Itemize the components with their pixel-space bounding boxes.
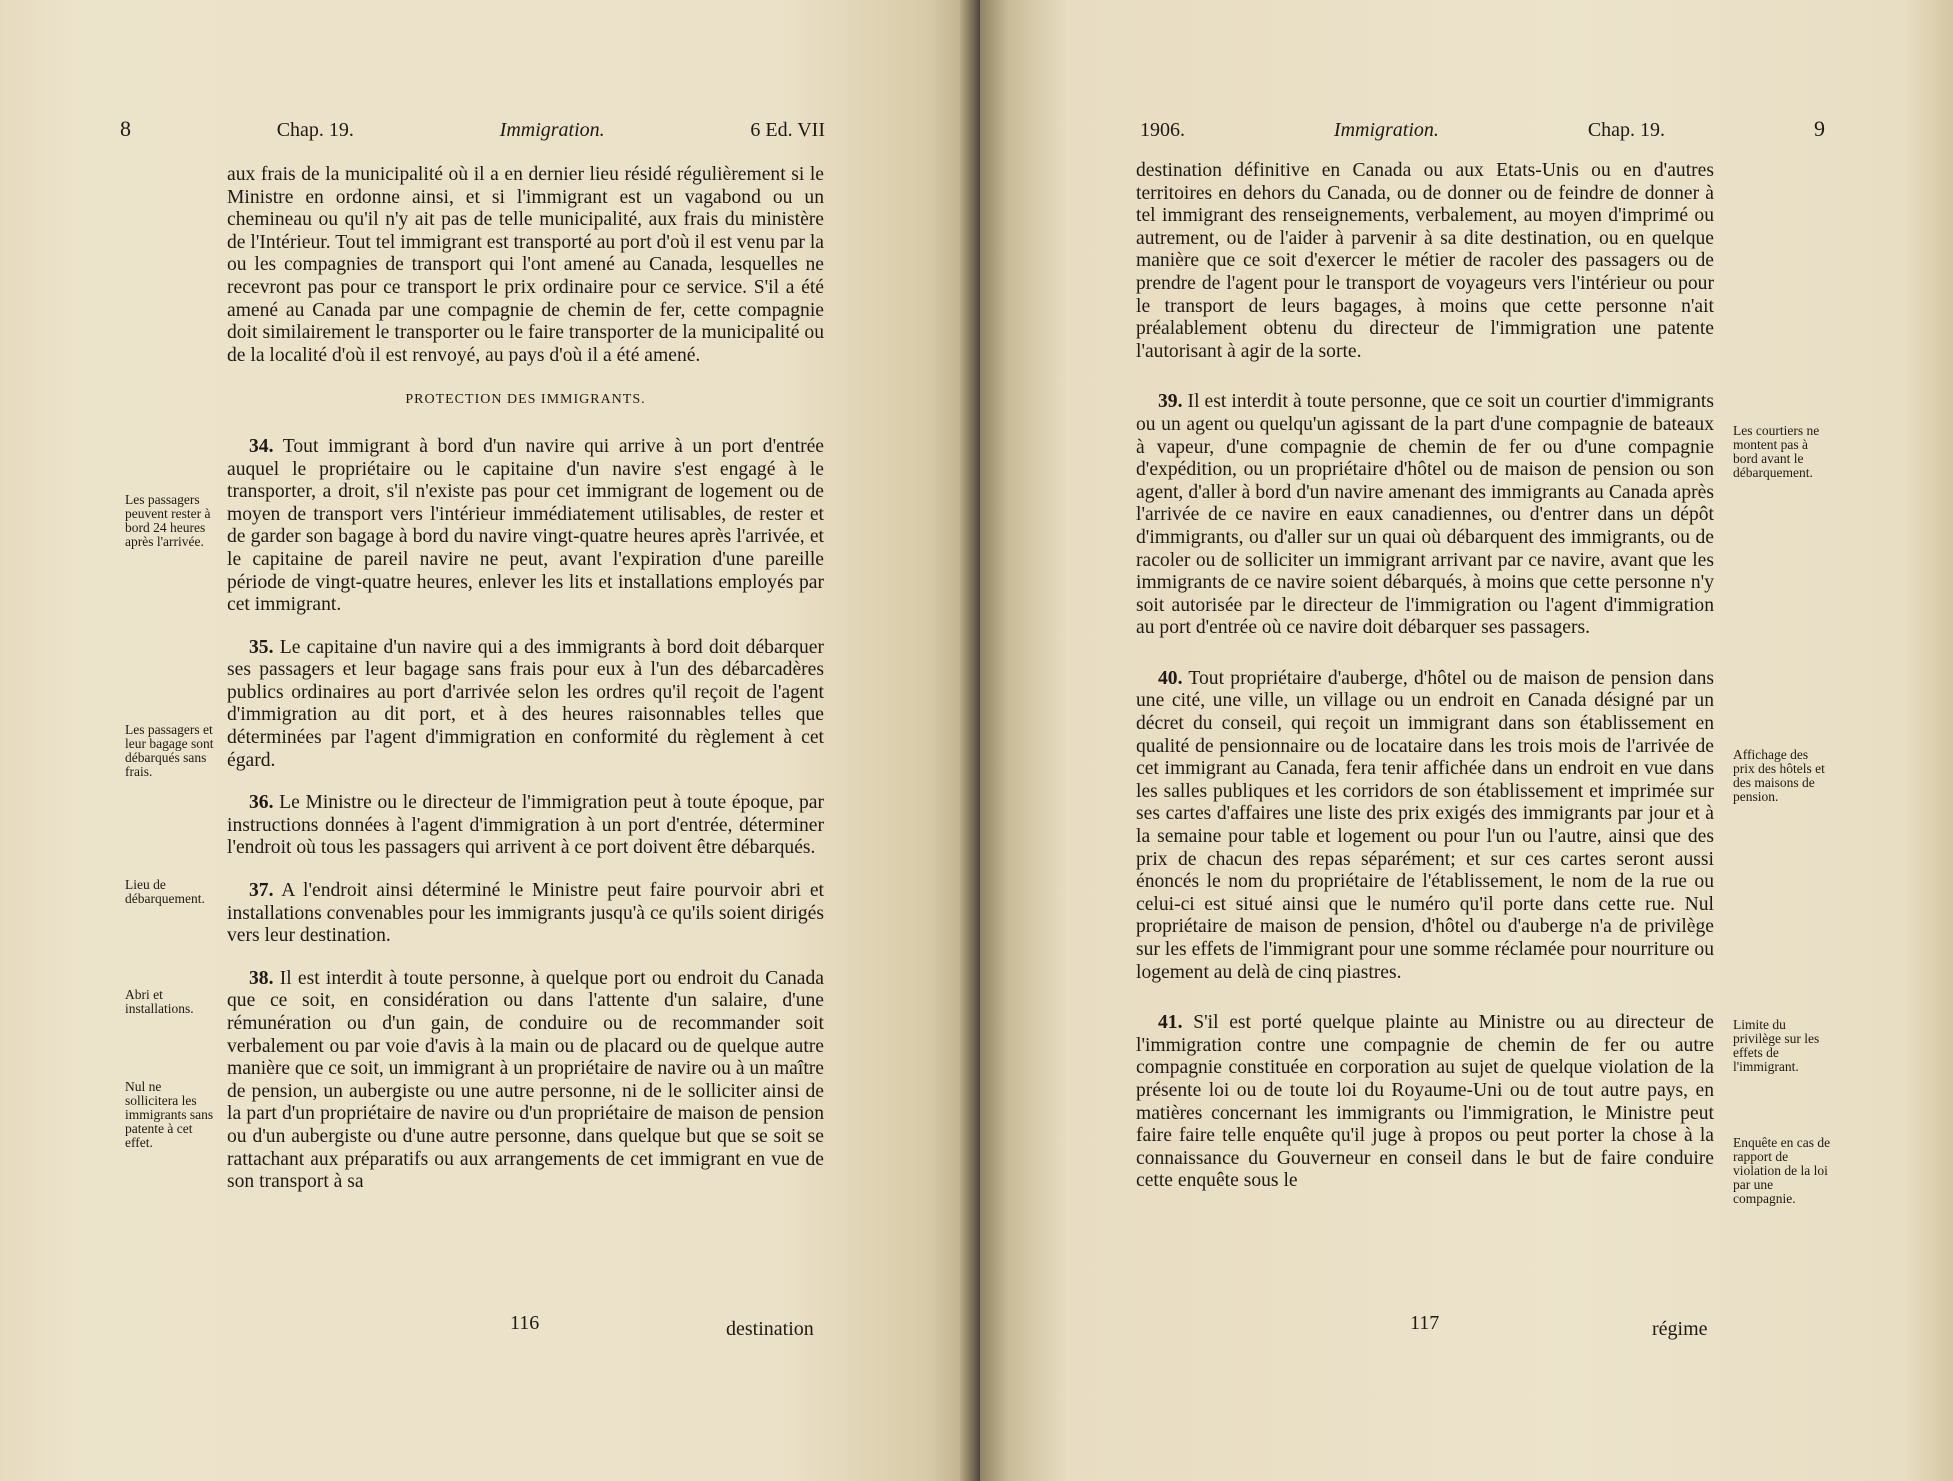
left-page	[0, 0, 975, 1481]
right-year: 1906.	[1140, 119, 1185, 141]
sidenote-40-privilege: Limite du privilège sur les effets de l'immigrant.	[1733, 1017, 1820, 1074]
section-number: 40.	[1158, 667, 1183, 689]
right-running-header	[1140, 116, 1825, 142]
section-38	[227, 968, 824, 1194]
section-number: 36.	[249, 792, 274, 814]
section-40	[1136, 668, 1714, 984]
section-text: Il est interdit à toute personne, à quelque port ou endroit du Canada que ce soit, en considération ou dans l'attente d'un salaire, d'une rémunération ou d'un gain, de conduire ou de recommander soit verbalement ou par voie d'avis à la main ou de placard ou de quelque autre manière que ce soit, un immigrant à un propriétaire de navire ou à un maître de pension, un aubergiste ou une autre personne, ni de le solliciter ainsi de la part d'un propriétaire de navire ou d'un propriétaire de maison de pension ou d'un aubergiste ou d'une autre personne, dans quelque but que se soit se rattachant aux préparatifs ou aux arrangements de cet immigrant en vue de son transport à sa	[227, 967, 824, 1193]
section-number: 35.	[249, 636, 274, 658]
section-text: Tout immigrant à bord d'un navire qui arrive à un port d'entrée auquel le propriétaire ou le capitaine d'un navire s'est engagé à le transporter, a droit, s'il n'existe pas pour cet immigrant de logement ou de moyen de transport vers l'intérieur immédiatement utilisables, de rester et de garder son bagage à bord du navire vingt-quatre heures après l'arrivée, et le capitaine de pareil navire ne peut, avant l'expiration d'une pareille période de vingt-quatre heures, enlever les lits et installations employés par cet immigrant.	[227, 435, 824, 616]
section-37	[227, 880, 824, 948]
section-number: 37.	[249, 880, 274, 902]
right-paragraph-continued: destination définitive en Canada ou aux Etats-Unis ou en d'autres territoires en dehors du Canada, ou de donner ou de feindre de donner à tel immigrant des renseignements, verbalement, au moyen d'imprimé ou autrement, ou de l'aider à parvenir à sa dite destination, ou en quelque manière que ce soit d'exercer le métier de racoler des passagers ou de prendre de l'agent pour le transport de voyageurs vers l'intérieur ou pour le transport de leurs bagages, à moins que cette personne n'ait préalablement obtenu du directeur de l'immigration une patente l'autorisant à agir de la sorte.	[1136, 160, 1714, 362]
left-paragraph-continued: aux frais de la municipalité où il a en dernier lieu résidé régulièrement si le Ministre en ordonne ainsi, et si l'immigrant est un vagabond ou un chemineau ou qu'il n'y ait pas de telle municipalité, aux frais du ministère de l'Intérieur. Tout tel immigrant est transporté au port d'où il est venu par la ou les compagnies de transport qui l'ont amené au Canada, lesquelles ne recevront pas pour ce transport le prix ordinaire pour ce service. S'il a été amené au Canada par une compagnie de chemin de fer, cette compagnie doit similairement le transporter ou le faire transporter de la municipalité ou de la localité d'où il est renvoyé, au pays d'où il a été amené.	[227, 164, 824, 366]
left-text-column	[227, 164, 824, 1194]
left-chapter: Chap. 19.	[276, 119, 354, 141]
right-folio: 117	[1410, 1312, 1440, 1334]
sidenote-40: Affichage des prix des hôtels et des maisons de pension.	[1733, 747, 1825, 804]
right-page-number: 9	[1813, 116, 1825, 141]
sidenote-35: Les passagers et leur bagage sont débarqués sans frais.	[125, 722, 214, 779]
sidenote-36: Lieu de débarquement.	[125, 877, 205, 906]
section-heading: PROTECTION DES IMMIGRANTS.	[405, 392, 646, 408]
section-text: S'il est porté quelque plainte au Ministre ou au directeur de l'immigration contre une compagnie de chemin de fer ou autre compagnie constituée en corporation au sujet de quelque violation de la présente loi ou de toute loi du Royaume-Uni ou de tout autre pays, en matières concernant les immigrants ou l'immigration, le Ministre peut faire faire telle enquête qu'il juge à propos ou peut porter la chose à la connaissance du Gouverneur en conseil dans le but de faire conduire cette enquête sous le	[1136, 1012, 1714, 1192]
section-text: Le capitaine d'un navire qui a des immigrants à bord doit débarquer ses passagers et leur bagage sans frais pour eux à l'un des débarcadères publics ordinaires au port d'arrivée selon les ordres qu'il reçoit de l'agent d'immigration au dit port, et à des heures raisonnables telles que déterminées par l'agent d'immigration en conformité du règlement à cet égard.	[227, 636, 824, 771]
left-edition: 6 Ed. VII	[750, 119, 825, 141]
left-running-header	[120, 116, 825, 142]
section-36	[227, 792, 824, 860]
section-number: 41.	[1158, 1012, 1183, 1034]
sidenote-39: Les courtiers ne montent pas à bord avant le débarquement.	[1733, 423, 1820, 480]
section-text: Tout propriétaire d'auberge, d'hôtel ou de maison de pension dans une cité, une ville, un village ou un endroit en Canada désigné par un décret du conseil, qui reçoit un immigrant dans son établissement en qualité de pensionnaire ou de locataire dans les trois mois de l'arrivée de cet immigrant au Canada, fera tenir affichée dans un endroit en vue dans les salles publiques et les corridors de son établissement et imprimée sur ses cartes d'affaires une liste des prix exigés des immigrants par jour et à la semaine pour table et logement ou pour l'un ou l'autre, ainsi que des prix de chacun des repas séparément; et sur ces cartes seront aussi énoncés le nom du propriétaire de l'établissement, le nom de la rue ou celui-ci est situé ainsi que le numéro qu'il porte dans cette rue. Nul propriétaire de maison de pension, d'hôtel ou d'auberge n'a de privilège sur les effets de l'immigrant pour une somme réclamée pour nourriture ou logement au delà de cinq piastres.	[1136, 667, 1714, 983]
section-text: Le Ministre ou le directeur de l'immigration peut à toute époque, par instructions données à l'agent d'immigration à un port d'entrée, déterminer l'endroit où tous les passagers qui arrivent à ce port doivent être débarqués.	[227, 792, 824, 859]
sidenote-38: Nul ne sollicitera les immigrants sans patente à cet effet.	[125, 1079, 214, 1150]
section-39	[1136, 391, 1714, 640]
left-catchword: destination	[726, 1318, 814, 1340]
sidenote-37: Abri et installations.	[125, 987, 194, 1016]
section-number: 39.	[1158, 391, 1183, 413]
left-folio: 116	[510, 1312, 540, 1334]
right-catchword: régime	[1652, 1318, 1708, 1340]
sidenote-34: Les passagers peuvent rester à bord 24 heures après l'arrivée.	[125, 492, 211, 549]
section-number: 34.	[249, 435, 274, 457]
right-text-column	[1136, 160, 1714, 1193]
right-chapter: Chap. 19.	[1587, 119, 1666, 141]
section-number: 38.	[249, 967, 274, 989]
left-title: Immigration.	[499, 119, 605, 141]
sidenote-41: Enquête en cas de rapport de violation de la loi par une compagnie.	[1733, 1135, 1831, 1206]
left-page-number: 8	[120, 116, 131, 141]
section-text: Il est interdit à toute personne, que ce soit un courtier d'immigrants ou un agent ou quelqu'un agissant de la part d'une compagnie de bateaux à vapeur, d'une compagnie de chemin de fer ou d'une compagnie d'expédition, ou un propriétaire d'hôtel ou de maison de pension ou son agent, d'aller à bord d'un navire amenant des immigrants au Canada après l'arrivée de ce navire en eaux canadiennes, ou d'entrer dans un dépôt d'immigrants, ou d'aller sur un quai où débarquent des immigrants, ou de racoler ou de solliciter un immigrant arrivant par ce navire, avant que les immigrants de ce navire soient débarqués, à moins que cette personne n'y soit autorisée par le directeur de l'immigration ou l'agent d'immigration au port d'entrée où ce navire doit débarquer ses passagers.	[1136, 391, 1714, 639]
section-34	[227, 436, 824, 617]
section-35	[227, 637, 824, 773]
section-text: A l'endroit ainsi déterminé le Ministre peut faire pourvoir abri et installations convenables pour les immigrants jusqu'à ce qu'ils soient dirigés vers leur destination.	[227, 880, 824, 947]
right-title: Immigration.	[1333, 119, 1439, 141]
section-41	[1136, 1012, 1714, 1193]
right-page	[980, 0, 1953, 1481]
